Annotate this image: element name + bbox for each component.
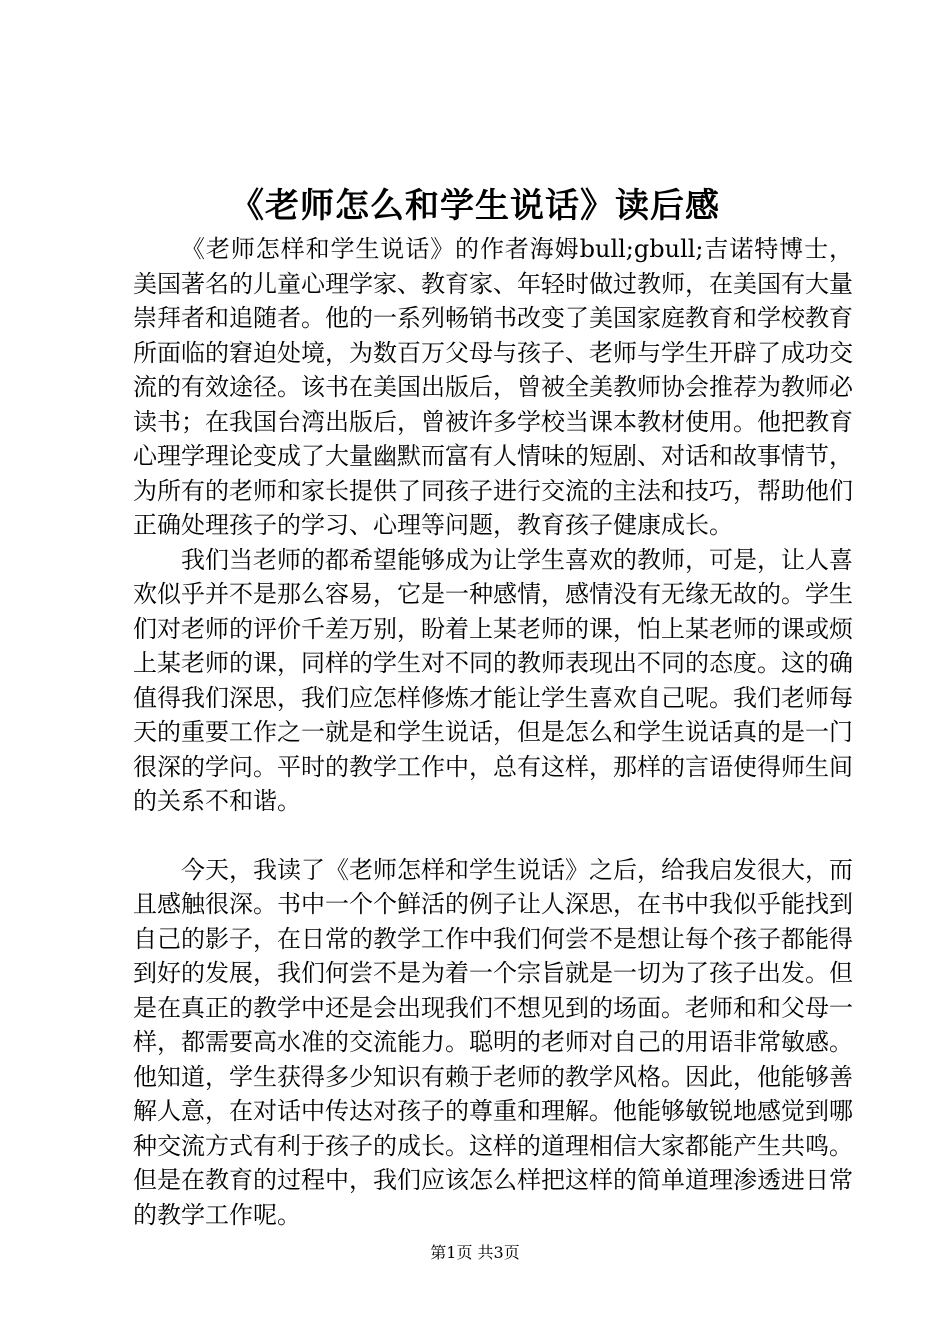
document-body	[133, 232, 853, 1232]
paragraph-1: 《老师怎样和学生说话》的作者海姆bull;gbull;吉诺特博士，美国著名的儿童心理学家、教育家、年轻时做过教师，在美国有大量崇拜者和追随者。他的一系列畅销书改变了美国家庭教育和学校教育所面临的窘迫处境，为数百万父母与孩子、老师与学生开辟了成功交流的有效途径。该书在美国出版后，曾被全美教师协会推荐为教师必读书；在我国台湾出版后，曾被许多学校当课本教材使用。他把教育心理学理论变成了大量幽默而富有人情味的短剧、对话和故事情节，为所有的老师和家长提供了同孩子进行交流的主法和技巧，帮助他们正确处理孩子的学习、心理等问题，教育孩子健康成长。	[133, 235, 853, 539]
paragraph-2: 我们当老师的都希望能够成为让学生喜欢的教师，可是，让人喜欢似乎并不是那么容易，它是一种感情，感情没有无缘无故的。学生们对老师的评价千差万别，盼着上某老师的课，怕上某老师的课或烦上某老师的课，同样的学生对不同的教师表现出不同的态度。这的确值得我们深思，我们应怎样修炼才能让学生喜欢自己呢。我们老师每天的重要工作之一就是和学生说话，但是怎么和学生说话真的是一门很深的学问。平时的教学工作中，总有这样，那样的言语使得师生间的关系不和谐。	[133, 545, 853, 815]
paragraph-3: 今天，我读了《老师怎样和学生说话》之后，给我启发很大，而且感触很深。书中一个个鲜活的例子让人深思，在书中我似乎能找到自己的影子，在日常的教学工作中我们何尝不是想让每个孩子都能得到好的发展，我们何尝不是为着一个宗旨就是一切为了孩子出发。但是在真正的教学中还是会出现我们不想见到的场面。老师和和父母一样，都需要高水准的交流能力。聪明的老师对自己的用语非常敏感。他知道，学生获得多少知识有赖于老师的教学风格。因此，他能够善解人意，在对话中传达对孩子的尊重和理解。他能够敏锐地感觉到哪种交流方式有利于孩子的成长。这样的道理相信大家都能产生共鸣。但是在教育的过程中，我们应该怎么样把这样的简单道理渗透进日常的教学工作呢。	[133, 855, 853, 1229]
document-title: 《老师怎么和学生说话》读后感	[230, 186, 720, 226]
page-number-footer: 第1页 共3页	[430, 1243, 520, 1262]
